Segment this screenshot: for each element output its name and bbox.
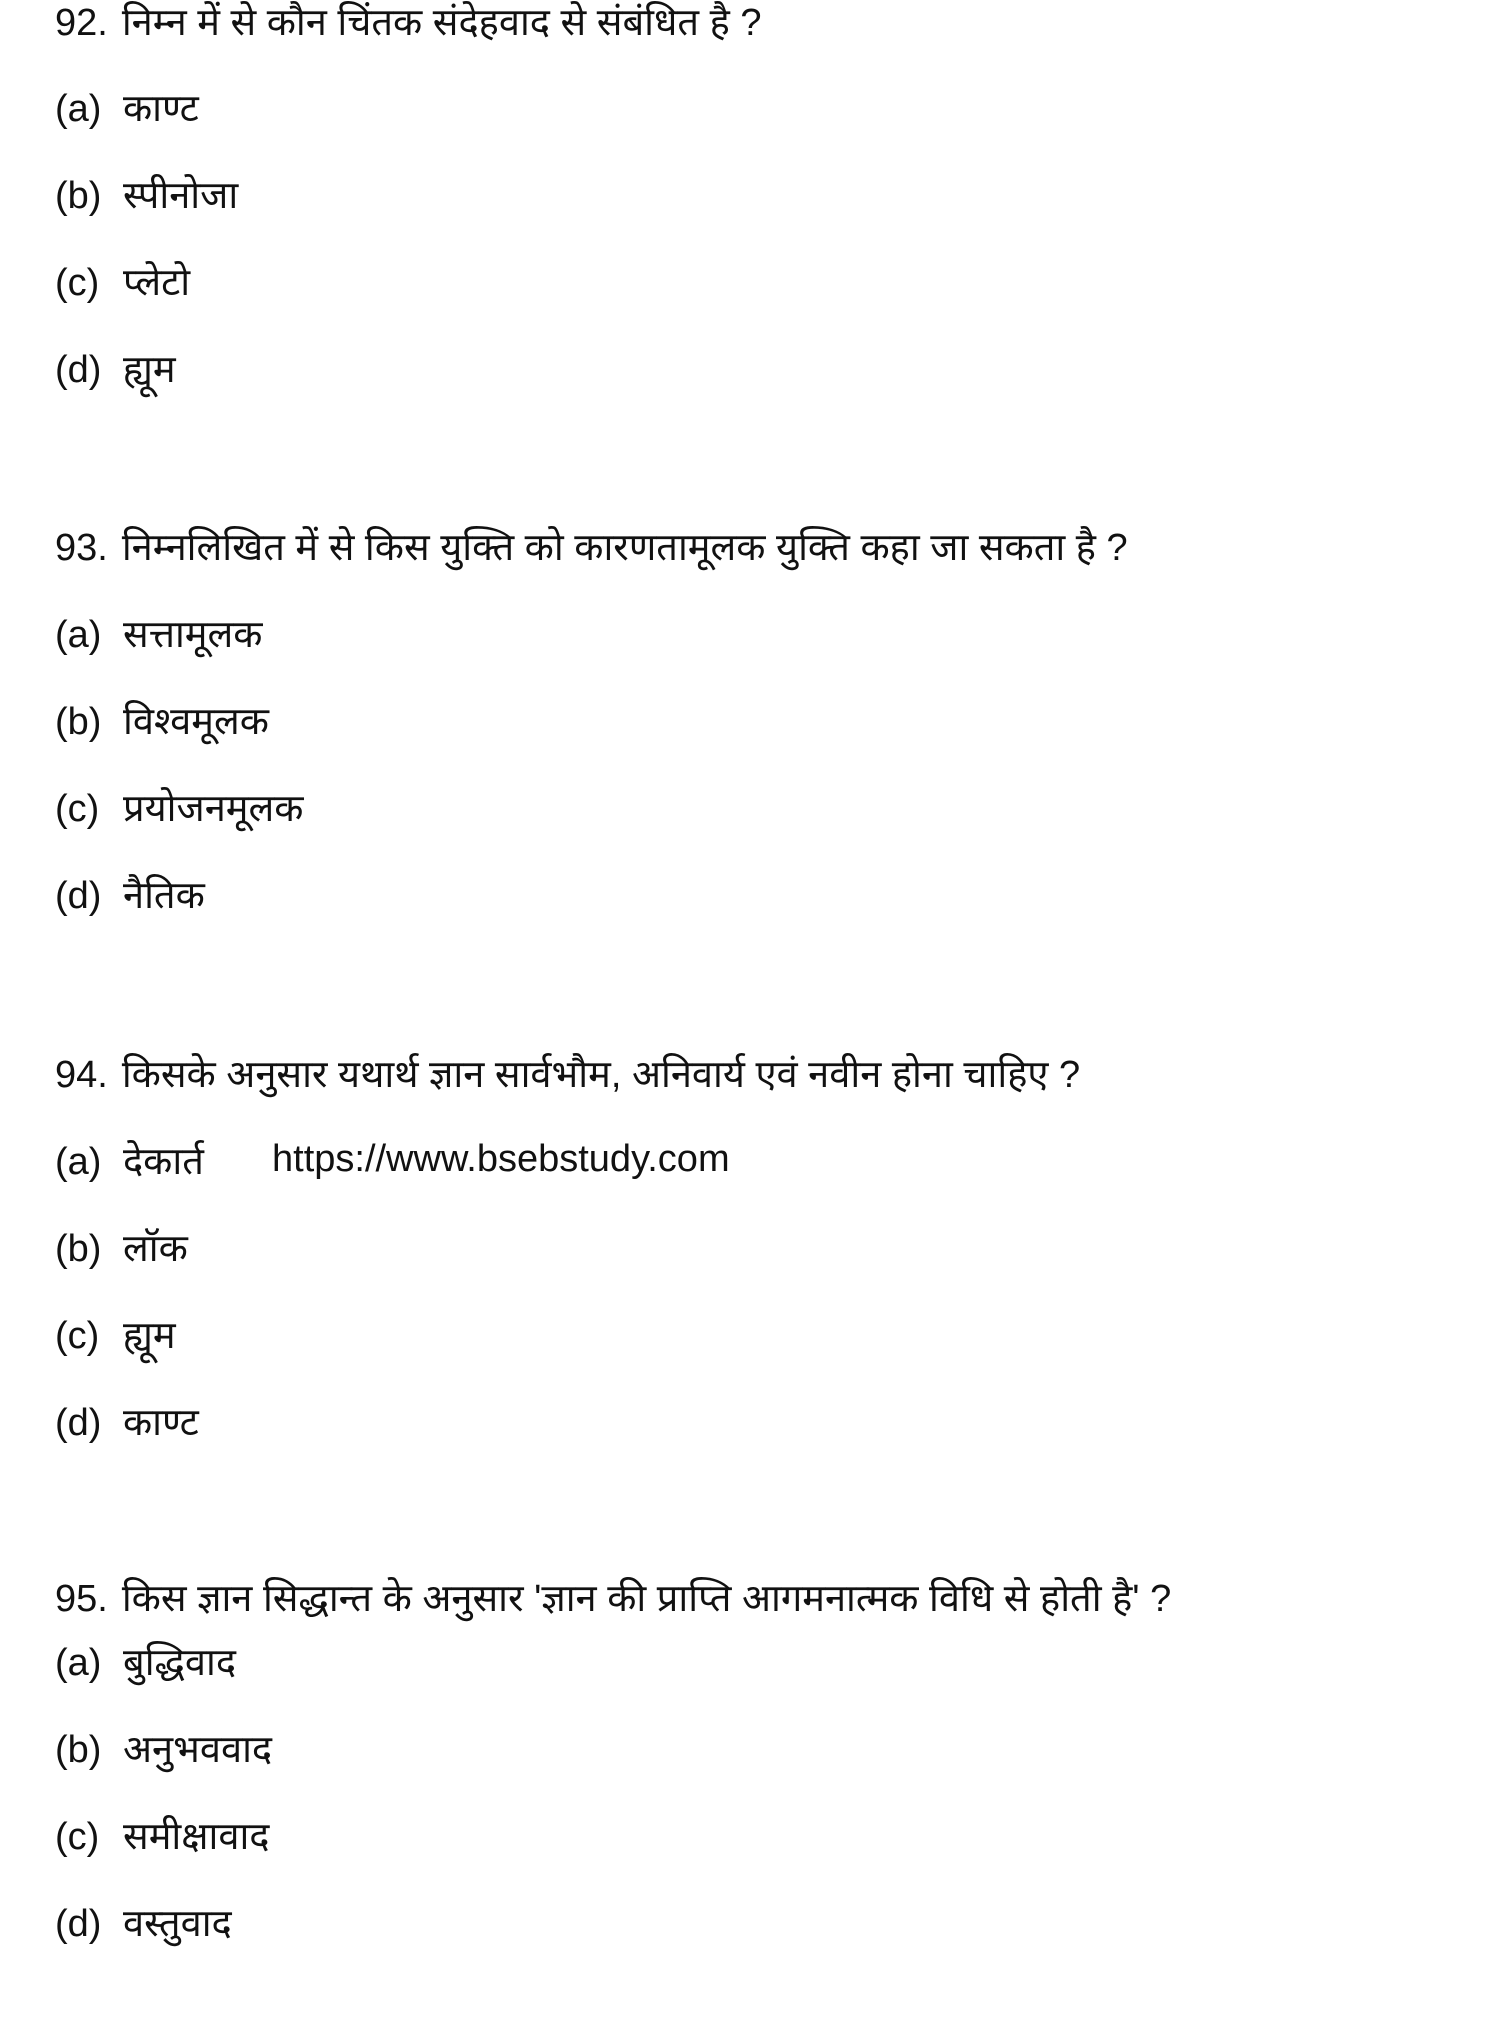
option-b xyxy=(55,699,269,745)
option-c xyxy=(55,1313,176,1359)
option-b xyxy=(55,173,238,219)
option-d xyxy=(55,1400,199,1446)
option-label: (d) xyxy=(55,1402,102,1444)
question-number: 92. xyxy=(55,2,108,44)
option-label: (a) xyxy=(55,1141,102,1183)
option-text: बुद्धिवाद xyxy=(123,1642,237,1684)
option-label: (b) xyxy=(55,701,102,743)
option-a xyxy=(55,86,199,132)
option-text: लॉक xyxy=(123,1228,188,1270)
option-label: (c) xyxy=(55,1315,100,1357)
option-d xyxy=(55,347,176,393)
question-number: 95. xyxy=(55,1578,108,1620)
option-label: (c) xyxy=(55,262,100,304)
option-text: वस्तुवाद xyxy=(123,1903,232,1945)
option-label: (c) xyxy=(55,788,100,830)
option-c xyxy=(55,786,303,832)
option-label: (b) xyxy=(55,175,102,217)
question-text: निम्न में से कौन चिंतक संदेहवाद से संबंधित है ? xyxy=(121,2,762,44)
option-label: (b) xyxy=(55,1228,102,1270)
option-text: प्रयोजनमूलक xyxy=(123,788,304,830)
option-c xyxy=(55,1814,270,1860)
question-94 xyxy=(55,1052,1080,1098)
option-b xyxy=(55,1226,188,1272)
option-text: काण्ट xyxy=(123,88,199,130)
question-95 xyxy=(55,1576,1171,1622)
option-d xyxy=(55,873,205,919)
option-text: ह्यूम xyxy=(123,349,176,391)
option-c xyxy=(55,260,190,306)
question-text: किस ज्ञान सिद्धान्त के अनुसार 'ज्ञान की प्राप्ति आगमनात्मक विधि से होती है' ? xyxy=(121,1578,1172,1620)
option-d xyxy=(55,1901,232,1947)
option-label: (a) xyxy=(55,88,102,130)
option-label: (d) xyxy=(55,349,102,391)
option-text: सत्तामूलक xyxy=(123,614,263,656)
question-number: 93. xyxy=(55,527,108,569)
option-label: (d) xyxy=(55,1903,102,1945)
option-text: काण्ट xyxy=(123,1402,199,1444)
question-number: 94. xyxy=(55,1054,108,1096)
option-a xyxy=(55,612,262,658)
option-label: (b) xyxy=(55,1729,102,1771)
watermark-url[interactable]: https://www.bsebstudy.com xyxy=(272,1138,730,1180)
option-text: प्लेटो xyxy=(123,262,191,304)
option-b xyxy=(55,1727,272,1773)
question-92 xyxy=(55,0,761,46)
option-label: (c) xyxy=(55,1816,100,1858)
option-label: (d) xyxy=(55,875,102,917)
question-text: किसके अनुसार यथार्थ ज्ञान सार्वभौम, अनिवार्य एवं नवीन होना चाहिए ? xyxy=(121,1054,1081,1096)
option-text: अनुभववाद xyxy=(123,1729,273,1771)
option-text: नैतिक xyxy=(123,875,205,917)
question-93 xyxy=(55,525,1128,571)
option-label: (a) xyxy=(55,614,102,656)
option-text: समीक्षावाद xyxy=(123,1816,270,1858)
option-text: ह्यूम xyxy=(123,1315,176,1357)
option-label: (a) xyxy=(55,1642,102,1684)
option-text: विश्वमूलक xyxy=(123,701,269,743)
question-text: निम्नलिखित में से किस युक्ति को कारणतामूलक युक्ति कहा जा सकता है ? xyxy=(121,527,1128,569)
option-a xyxy=(55,1640,236,1686)
option-text: देकार्त xyxy=(123,1141,204,1183)
option-text: स्पीनोजा xyxy=(123,175,239,217)
option-a xyxy=(55,1139,204,1185)
